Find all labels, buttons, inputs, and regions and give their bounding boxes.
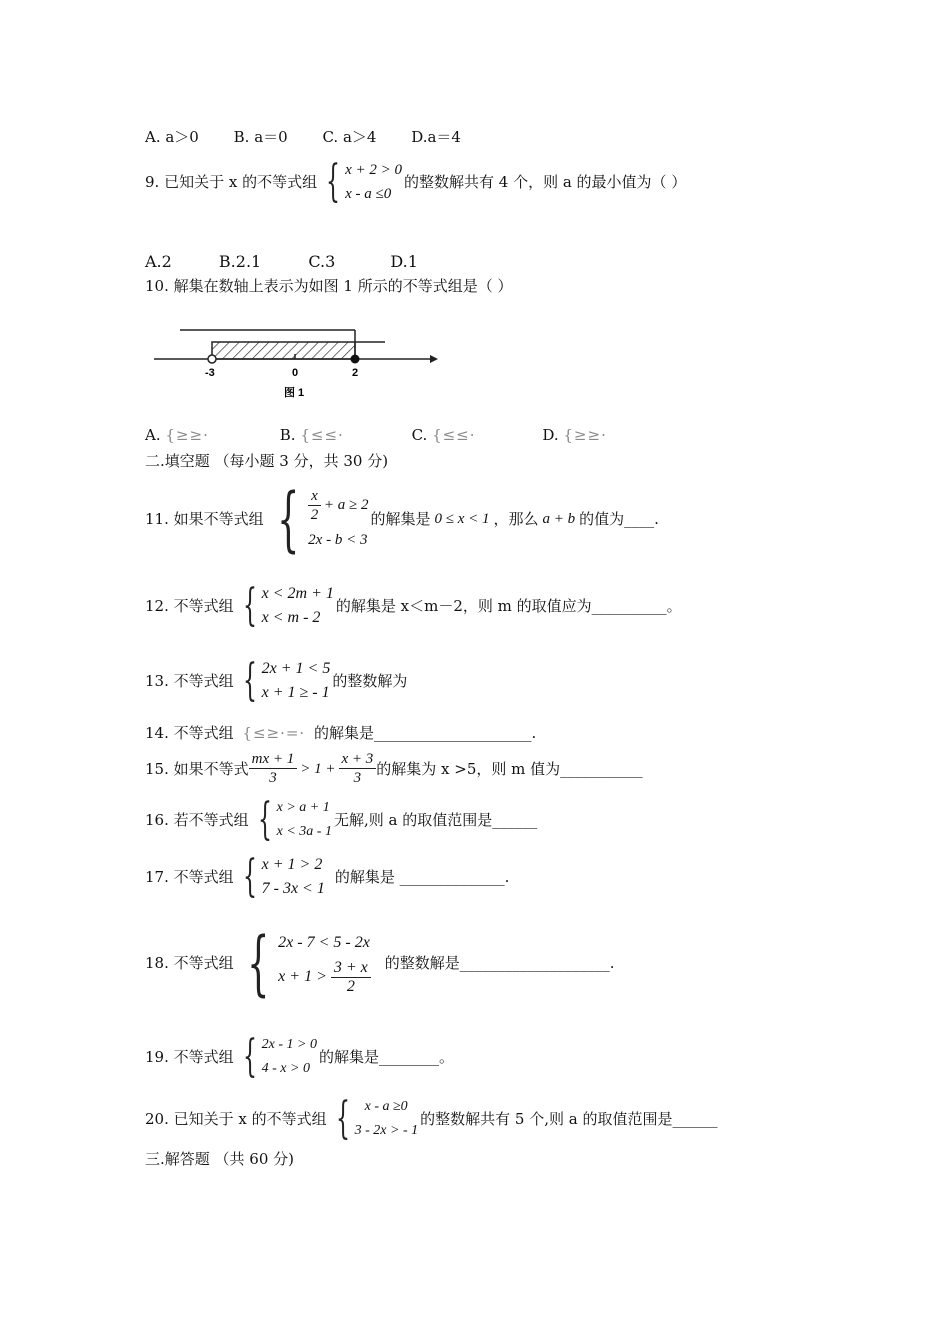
axis-arrow-icon (430, 355, 438, 363)
q8-option-d: D.a＝4 (411, 128, 461, 146)
q18-suffix: 的整数解是____________________. (384, 954, 615, 972)
q10-option-d-label: D. (542, 426, 559, 444)
q11-row-1 (308, 487, 368, 524)
question-16 (145, 796, 537, 844)
tick-label-0: 0 (292, 367, 299, 379)
q14-prefix: 14. 不等式组 (145, 724, 234, 742)
question-19 (145, 1033, 454, 1081)
q10-option-b (280, 425, 407, 445)
q9-row-2: x - a ≤0 (345, 186, 392, 202)
q10-option-a-label: A. (145, 426, 161, 444)
q17-system (236, 853, 325, 901)
blurred-system-icon: {≤≥·=· (242, 724, 306, 742)
q9-system (319, 158, 402, 206)
q9-options (145, 252, 448, 272)
question-17 (145, 853, 509, 901)
q16-prefix: 16. 若不等式组 (145, 811, 249, 829)
q12-prefix: 12. 不等式组 (145, 597, 234, 615)
blurred-system-icon: {≤≤· (300, 426, 344, 444)
q9-suffix: 的整数解共有 4 个，则 a 的最小值为（ ） (403, 173, 687, 191)
q9-option-d: D.1 (390, 252, 418, 271)
blurred-system-icon: {≤≤· (432, 426, 476, 444)
filled-circle-icon (351, 355, 360, 364)
q13-suffix: 的整数解为 (332, 672, 408, 690)
question-14 (145, 723, 536, 743)
q15-fraction-2 (339, 750, 377, 787)
q13-row-1: 2x + 1 < 5 (261, 660, 331, 677)
q11-mid2: ，那么 (493, 510, 539, 528)
open-circle-icon (208, 355, 216, 363)
q8-option-b: B. a＝0 (233, 128, 288, 146)
brace-icon: { (335, 1093, 350, 1144)
q13-row-2: x + 1 ≥ - 1 (261, 684, 330, 701)
tick-label-2: 2 (352, 367, 359, 379)
q10-option-d (542, 425, 607, 445)
q18-row-2 (278, 959, 371, 996)
q18-row-1: 2x - 7 < 5 - 2x (278, 933, 370, 951)
number-line-figure (150, 322, 440, 402)
q15-fraction-1 (249, 750, 298, 787)
q15-suffix: 的解集为 x >5，则 m 值为___________ (376, 759, 643, 778)
q18-row-2-lhs: x + 1 > (278, 968, 327, 985)
q15-prefix: 15. 如果不等式 (145, 759, 249, 778)
question-9 (145, 158, 686, 206)
q18-fraction (331, 959, 371, 996)
q10-options (145, 425, 607, 445)
q11-row-2: 2x - b < 3 (308, 531, 368, 548)
q18-prefix: 18. 不等式组 (145, 954, 234, 972)
q10-option-c (412, 425, 538, 445)
q10-option-a (145, 425, 275, 445)
q19-row-2: 4 - x > 0 (261, 1061, 310, 1076)
q14-suffix: 的解集是_____________________. (313, 724, 537, 742)
brace-icon: { (257, 794, 272, 845)
q11-prefix: 11. 如果不等式组 (145, 510, 264, 528)
q18-system (236, 922, 371, 1004)
q10-text: 10. 解集在数轴上表示为如图 1 所示的不等式组是（ ） (145, 277, 513, 295)
q15-mid: > 1 + (300, 760, 336, 777)
q8-options (145, 127, 491, 147)
section-2-title: 二.填空题 （每小题 3 分，共 30 分) (145, 452, 389, 470)
q10-option-b-label: B. (279, 426, 296, 444)
q13-system (236, 657, 331, 705)
figure-caption: 图 1 (284, 387, 305, 399)
q9-option-a: A.2 (145, 252, 172, 271)
q17-row-2: 7 - 3x < 1 (261, 880, 325, 897)
brace-icon: { (242, 580, 257, 631)
q12-system (236, 582, 334, 630)
blurred-system-icon: {≥≥· (563, 426, 607, 444)
q20-row-1: x - a ≥0 (364, 1099, 408, 1114)
question-15 (145, 750, 643, 787)
q20-prefix: 20. 已知关于 x 的不等式组 (145, 1110, 327, 1128)
q8-option-a: A. a＞0 (145, 128, 199, 146)
brace-icon: { (242, 851, 257, 902)
q11-system (266, 478, 369, 560)
brace-icon: { (246, 922, 270, 1004)
brace-icon: { (242, 1031, 257, 1082)
q17-prefix: 17. 不等式组 (145, 868, 234, 886)
question-11 (145, 478, 659, 560)
q15-frac2-num: x + 3 (339, 750, 377, 769)
solution-region (212, 342, 355, 359)
q20-system (329, 1095, 419, 1143)
q12-suffix: 的解集是 x＜m－2，则 m 的取值应为__________。 (335, 597, 682, 615)
q9-prefix: 9. 已知关于 x 的不等式组 (145, 173, 318, 191)
q11-expression: a + b (542, 511, 576, 527)
q19-row-1: 2x - 1 > 0 (261, 1037, 317, 1052)
q17-row-1: x + 1 > 2 (261, 856, 323, 873)
q11-frac-den: 2 (310, 506, 319, 523)
q19-prefix: 19. 不等式组 (145, 1048, 234, 1066)
q19-system (236, 1033, 317, 1081)
q17-suffix: 的解集是 ______________. (334, 868, 510, 886)
q18-frac-num: 3 + x (331, 959, 371, 978)
q18-frac-den: 2 (346, 977, 355, 995)
q12-row-1: x < 2m + 1 (261, 585, 334, 602)
brace-icon: { (242, 655, 257, 706)
q8-option-c: C. a＞4 (322, 128, 377, 146)
question-12 (145, 582, 682, 630)
tick-label-neg3: -3 (205, 367, 215, 379)
q9-option-b: B.2.1 (218, 252, 262, 271)
q20-suffix: 的整数解共有 5 个,则 a 的取值范围是______ (420, 1110, 718, 1128)
question-18 (145, 922, 615, 1004)
q16-suffix: 无解,则 a 的取值范围是______ (333, 811, 538, 829)
q10-option-c-label: C. (411, 426, 428, 444)
q16-system (251, 796, 332, 844)
question-13 (145, 657, 407, 705)
q9-row-1: x + 2 > 0 (345, 162, 402, 178)
brace-icon: { (276, 478, 300, 560)
blurred-system-icon: {≥≥· (165, 426, 209, 444)
q15-frac2-den: 3 (353, 770, 362, 786)
q16-row-1: x > a + 1 (276, 800, 330, 815)
q12-row-2: x < m - 2 (261, 609, 321, 626)
q11-row-1-rest: + a ≥ 2 (323, 497, 369, 513)
q11-solution: 0 ≤ x < 1 (434, 511, 490, 527)
question-20 (145, 1095, 717, 1143)
q11-fraction (308, 487, 321, 524)
q15-frac1-den: 3 (269, 770, 277, 786)
q15-frac1-num: mx + 1 (249, 750, 298, 769)
q16-row-2: x < 3a - 1 (276, 824, 332, 839)
q20-row-2: 3 - 2x > - 1 (354, 1123, 419, 1138)
brace-icon: { (326, 156, 341, 207)
q13-prefix: 13. 不等式组 (145, 672, 234, 690)
q11-mid: 的解集是 (370, 510, 431, 528)
q9-option-c: C.3 (308, 252, 336, 271)
q11-frac-num: x (308, 487, 321, 506)
q19-suffix: 的解集是________。 (318, 1048, 454, 1066)
q11-suffix: 的值为____. (579, 510, 659, 528)
section-3-title: 三.解答题 （共 60 分) (145, 1150, 295, 1168)
